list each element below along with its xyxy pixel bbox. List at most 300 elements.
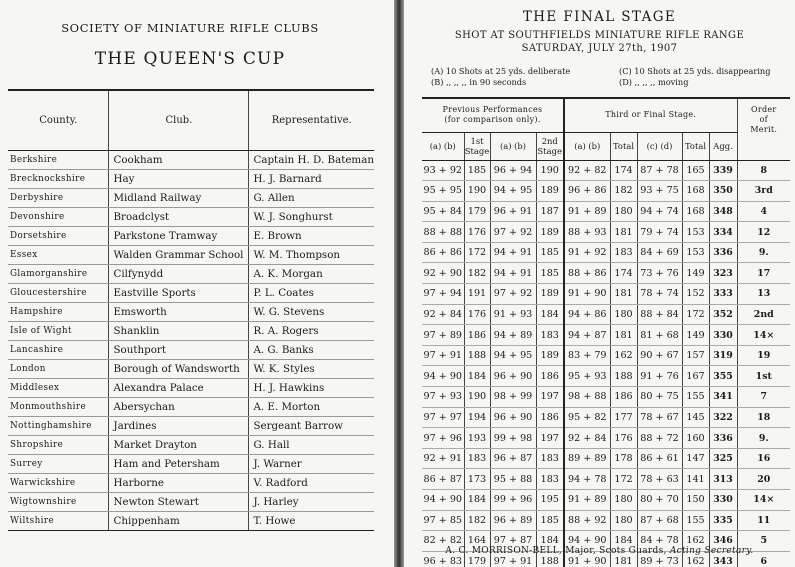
total-ab-cell: 174 bbox=[610, 160, 637, 181]
cd-final-cell: 93 + 75 bbox=[637, 181, 682, 202]
county-cell: Brecknockshire bbox=[8, 169, 109, 188]
first-stage-cell: 188 bbox=[464, 345, 490, 366]
representative-header: Representative. bbox=[249, 90, 374, 150]
ab-final-cell: 95 + 82 bbox=[564, 407, 610, 428]
scores-group-header-row bbox=[422, 98, 790, 132]
total-cd-cell: 147 bbox=[682, 448, 709, 469]
second-stage-cell: 190 bbox=[536, 160, 564, 181]
total-ab-cell: 181 bbox=[610, 222, 637, 243]
representative-row bbox=[8, 188, 374, 207]
representative-cell: P. L. Coates bbox=[249, 283, 374, 302]
cd-final-cell: 79 + 74 bbox=[637, 222, 682, 243]
ab-previous-2-cell: 97 + 92 bbox=[490, 222, 536, 243]
cd-final-cell: 78 + 74 bbox=[637, 284, 682, 305]
total-cd-cell: 165 bbox=[682, 160, 709, 181]
second-stage-cell: 189 bbox=[536, 345, 564, 366]
second-stage-cell: 185 bbox=[536, 510, 564, 531]
order-of-merit-cell: 9. bbox=[737, 242, 790, 263]
left-page bbox=[0, 0, 394, 567]
ab-previous-1-cell: 92 + 90 bbox=[422, 263, 464, 284]
representative-row bbox=[8, 169, 374, 188]
ab-previous-1-cell: 94 + 90 bbox=[422, 490, 464, 511]
total-cd-cell: 172 bbox=[682, 304, 709, 325]
second-stage-cell: 189 bbox=[536, 222, 564, 243]
score-row bbox=[422, 469, 790, 490]
representative-cell: W. J. Songhurst bbox=[249, 207, 374, 226]
club-cell: Southport bbox=[109, 340, 249, 359]
county-cell: Derbyshire bbox=[8, 188, 109, 207]
aggregate-cell: 330 bbox=[709, 325, 737, 346]
aggregate-cell: 335 bbox=[709, 510, 737, 531]
aggregate-cell: 336 bbox=[709, 242, 737, 263]
ab-previous-2-cell: 97 + 91 bbox=[490, 551, 536, 567]
first-stage-cell: 164 bbox=[464, 531, 490, 552]
county-cell: Essex bbox=[8, 245, 109, 264]
representative-cell: E. Brown bbox=[249, 226, 374, 245]
ab-final-cell: 91 + 92 bbox=[564, 242, 610, 263]
second-stage-cell: 197 bbox=[536, 387, 564, 408]
total-cd-cell: 152 bbox=[682, 284, 709, 305]
aggregate-cell: 343 bbox=[709, 551, 737, 567]
total-ab-cell: 180 bbox=[610, 201, 637, 222]
representative-row bbox=[8, 398, 374, 417]
representative-row bbox=[8, 340, 374, 359]
second-stage-cell: 183 bbox=[536, 325, 564, 346]
cd-final-cell: 87 + 68 bbox=[637, 510, 682, 531]
order-of-merit-cell: 4 bbox=[737, 201, 790, 222]
representative-row bbox=[8, 150, 374, 169]
total-cd-cell: 149 bbox=[682, 325, 709, 346]
cd-final-header: (c) (d) bbox=[637, 132, 682, 160]
first-stage-cell: 190 bbox=[464, 387, 490, 408]
total-cd-cell: 162 bbox=[682, 551, 709, 567]
secretary-role: Acting Secretary. bbox=[669, 546, 754, 556]
legend-a: (A) 10 Shots at 25 yds. deliberate bbox=[431, 66, 571, 76]
right-page bbox=[404, 0, 795, 567]
total-cd-cell: 149 bbox=[682, 263, 709, 284]
first-stage-cell: 190 bbox=[464, 181, 490, 202]
ab-final-cell: 98 + 88 bbox=[564, 387, 610, 408]
aggregate-cell: 336 bbox=[709, 428, 737, 449]
aggregate-cell: 330 bbox=[709, 490, 737, 511]
ab-previous-2-cell: 96 + 91 bbox=[490, 201, 536, 222]
ab-final-cell: 91 + 90 bbox=[564, 284, 610, 305]
order-of-merit-cell: 16 bbox=[737, 448, 790, 469]
ab-previous-2-cell: 96 + 90 bbox=[490, 407, 536, 428]
county-cell: Monmouthshire bbox=[8, 398, 109, 417]
ab-previous-2-cell: 94 + 91 bbox=[490, 242, 536, 263]
legend-b: (B) ,, ,, ,, in 90 seconds bbox=[431, 76, 527, 87]
ab-previous-1-cell: 92 + 91 bbox=[422, 448, 464, 469]
ab-previous-2-header: (a) (b) bbox=[490, 132, 536, 160]
score-row bbox=[422, 325, 790, 346]
order-of-merit-cell: 8 bbox=[737, 160, 790, 181]
ab-previous-2-cell: 95 + 88 bbox=[490, 469, 536, 490]
total-cd-cell: 168 bbox=[682, 201, 709, 222]
club-header: Club. bbox=[109, 90, 249, 150]
ab-final-cell: 95 + 93 bbox=[564, 366, 610, 387]
shot-legend bbox=[431, 66, 791, 87]
total-cd-cell: 168 bbox=[682, 181, 709, 202]
ab-final-cell: 94 + 90 bbox=[564, 531, 610, 552]
club-cell: Harborne bbox=[109, 474, 249, 493]
ab-previous-1-cell: 92 + 84 bbox=[422, 304, 464, 325]
representative-row bbox=[8, 302, 374, 321]
first-stage-cell: 185 bbox=[464, 160, 490, 181]
total-cd-cell: 141 bbox=[682, 469, 709, 490]
second-stage-cell: 186 bbox=[536, 407, 564, 428]
ab-previous-1-cell: 93 + 92 bbox=[422, 160, 464, 181]
legend-d: (D) ,, ,, ,, moving bbox=[619, 76, 689, 87]
ab-previous-1-cell: 97 + 96 bbox=[422, 428, 464, 449]
aggregate-cell: 346 bbox=[709, 531, 737, 552]
first-stage-cell: 179 bbox=[464, 551, 490, 567]
representative-row bbox=[8, 321, 374, 340]
first-stage-cell: 191 bbox=[464, 284, 490, 305]
ab-previous-2-cell: 94 + 95 bbox=[490, 181, 536, 202]
cd-final-cell: 89 + 73 bbox=[637, 551, 682, 567]
club-cell: Walden Grammar School bbox=[109, 245, 249, 264]
representative-row bbox=[8, 226, 374, 245]
county-cell: Shropshire bbox=[8, 436, 109, 455]
score-row bbox=[422, 428, 790, 449]
total-cd-cell: 155 bbox=[682, 510, 709, 531]
first-stage-cell: 176 bbox=[464, 304, 490, 325]
cd-final-cell: 81 + 68 bbox=[637, 325, 682, 346]
representative-row bbox=[8, 245, 374, 264]
club-cell: Hay bbox=[109, 169, 249, 188]
representative-cell: V. Radford bbox=[249, 474, 374, 493]
first-stage-cell: 176 bbox=[464, 222, 490, 243]
total-ab-cell: 180 bbox=[610, 304, 637, 325]
second-stage-cell: 195 bbox=[536, 490, 564, 511]
order-of-merit-cell: 9. bbox=[737, 428, 790, 449]
order-of-merit-cell: 3rd bbox=[737, 181, 790, 202]
order-of-merit-cell: 1st bbox=[737, 366, 790, 387]
total-cd-cell: 155 bbox=[682, 387, 709, 408]
ab-final-cell: 94 + 87 bbox=[564, 325, 610, 346]
first-stage-cell: 172 bbox=[464, 242, 490, 263]
aggregate-cell: 334 bbox=[709, 222, 737, 243]
cd-final-cell: 80 + 75 bbox=[637, 387, 682, 408]
club-cell: Cilfynydd bbox=[109, 264, 249, 283]
second-stage-cell: 185 bbox=[536, 263, 564, 284]
total-ab-cell: 184 bbox=[610, 531, 637, 552]
county-header: County. bbox=[8, 90, 109, 150]
ab-previous-1-cell: 94 + 90 bbox=[422, 366, 464, 387]
score-row bbox=[422, 242, 790, 263]
total-cd-cell: 153 bbox=[682, 222, 709, 243]
aggregate-cell: 322 bbox=[709, 407, 737, 428]
ab-previous-2-cell: 96 + 89 bbox=[490, 510, 536, 531]
total-cd-cell: 160 bbox=[682, 428, 709, 449]
aggregate-cell: 341 bbox=[709, 387, 737, 408]
ab-previous-2-cell: 96 + 90 bbox=[490, 366, 536, 387]
county-cell: Dorsetshire bbox=[8, 226, 109, 245]
county-cell: Isle of Wight bbox=[8, 321, 109, 340]
first-stage-cell: 186 bbox=[464, 325, 490, 346]
club-cell: Eastville Sports bbox=[109, 283, 249, 302]
aggregate-cell: 325 bbox=[709, 448, 737, 469]
representative-cell: A. E. Morton bbox=[249, 398, 374, 417]
representatives-header-row bbox=[8, 90, 374, 150]
aggregate-cell: 333 bbox=[709, 284, 737, 305]
ab-final-cell: 88 + 86 bbox=[564, 263, 610, 284]
order-of-merit-cell: 5 bbox=[737, 531, 790, 552]
representative-row bbox=[8, 417, 374, 436]
representative-row bbox=[8, 379, 374, 398]
representative-row bbox=[8, 512, 374, 531]
first-stage-cell: 179 bbox=[464, 201, 490, 222]
ab-previous-1-cell: 97 + 93 bbox=[422, 387, 464, 408]
order-of-merit-header: Order of Merit. bbox=[737, 98, 790, 160]
ab-final-cell: 92 + 82 bbox=[564, 160, 610, 181]
cd-final-cell: 78 + 63 bbox=[637, 469, 682, 490]
ab-final-cell: 83 + 79 bbox=[564, 345, 610, 366]
county-cell: Berkshire bbox=[8, 150, 109, 169]
scores-table bbox=[422, 97, 790, 567]
total-ab-cell: 172 bbox=[610, 469, 637, 490]
second-stage-cell: 189 bbox=[536, 181, 564, 202]
ab-previous-2-cell: 94 + 95 bbox=[490, 345, 536, 366]
ab-final-cell: 89 + 89 bbox=[564, 448, 610, 469]
scores-column-header-row bbox=[422, 132, 790, 160]
order-of-merit-cell: 6 bbox=[737, 551, 790, 567]
representative-row bbox=[8, 207, 374, 226]
order-of-merit-cell: 7 bbox=[737, 387, 790, 408]
order-of-merit-cell: 14× bbox=[737, 490, 790, 511]
ab-previous-1-cell: 97 + 85 bbox=[422, 510, 464, 531]
representative-row bbox=[8, 283, 374, 302]
representative-cell: A. K. Morgan bbox=[249, 264, 374, 283]
first-stage-cell: 173 bbox=[464, 469, 490, 490]
cd-final-cell: 80 + 70 bbox=[637, 490, 682, 511]
county-cell: Gloucestershire bbox=[8, 283, 109, 302]
second-stage-cell: 188 bbox=[536, 551, 564, 567]
representative-cell: T. Howe bbox=[249, 512, 374, 531]
total-ab-cell: 176 bbox=[610, 428, 637, 449]
representative-cell: W. K. Styles bbox=[249, 360, 374, 379]
ab-previous-2-cell: 99 + 96 bbox=[490, 490, 536, 511]
representative-row bbox=[8, 455, 374, 474]
total-ab-cell: 183 bbox=[610, 242, 637, 263]
ab-previous-1-cell: 97 + 91 bbox=[422, 345, 464, 366]
county-cell: Devonshire bbox=[8, 207, 109, 226]
representative-row bbox=[8, 493, 374, 512]
total-ab-cell: 182 bbox=[610, 181, 637, 202]
order-of-merit-cell: 17 bbox=[737, 263, 790, 284]
score-row bbox=[422, 510, 790, 531]
cd-final-cell: 78 + 67 bbox=[637, 407, 682, 428]
cd-final-cell: 86 + 61 bbox=[637, 448, 682, 469]
representative-cell: G. Hall bbox=[249, 436, 374, 455]
total-ab-cell: 178 bbox=[610, 448, 637, 469]
representative-cell: R. A. Rogers bbox=[249, 321, 374, 340]
score-row bbox=[422, 263, 790, 284]
score-row bbox=[422, 160, 790, 181]
score-row bbox=[422, 407, 790, 428]
cd-final-cell: 91 + 76 bbox=[637, 366, 682, 387]
club-cell: Broadclyst bbox=[109, 207, 249, 226]
ab-previous-1-cell: 97 + 94 bbox=[422, 284, 464, 305]
total-cd-cell: 167 bbox=[682, 366, 709, 387]
ab-previous-2-cell: 96 + 94 bbox=[490, 160, 536, 181]
representative-cell: H. J. Hawkins bbox=[249, 379, 374, 398]
ab-previous-2-cell: 97 + 92 bbox=[490, 284, 536, 305]
total-cd-header: Total bbox=[682, 132, 709, 160]
cd-final-cell: 73 + 76 bbox=[637, 263, 682, 284]
cd-final-cell: 94 + 74 bbox=[637, 201, 682, 222]
total-ab-cell: 177 bbox=[610, 407, 637, 428]
ab-final-cell: 91 + 89 bbox=[564, 490, 610, 511]
ab-previous-1-cell: 86 + 87 bbox=[422, 469, 464, 490]
ab-final-cell: 88 + 92 bbox=[564, 510, 610, 531]
order-of-merit-cell: 2nd bbox=[737, 304, 790, 325]
secretary-name: A. C. MORRISON-BELL, Major, Scots Guards, bbox=[445, 546, 667, 556]
ab-previous-2-cell: 98 + 99 bbox=[490, 387, 536, 408]
final-stage-title: THE FINAL STAGE bbox=[522, 9, 677, 25]
score-row bbox=[422, 448, 790, 469]
ab-previous-2-cell: 99 + 98 bbox=[490, 428, 536, 449]
county-cell: Hampshire bbox=[8, 302, 109, 321]
first-stage-cell: 182 bbox=[464, 510, 490, 531]
score-row bbox=[422, 201, 790, 222]
cd-final-cell: 88 + 84 bbox=[637, 304, 682, 325]
score-row bbox=[422, 387, 790, 408]
first-stage-cell: 193 bbox=[464, 428, 490, 449]
club-cell: Ham and Petersham bbox=[109, 455, 249, 474]
first-stage-cell: 184 bbox=[464, 490, 490, 511]
cd-final-cell: 84 + 69 bbox=[637, 242, 682, 263]
representative-row bbox=[8, 436, 374, 455]
county-cell: Surrey bbox=[8, 455, 109, 474]
second-stage-cell: 184 bbox=[536, 531, 564, 552]
aggregate-cell: 319 bbox=[709, 345, 737, 366]
aggregate-cell: 350 bbox=[709, 181, 737, 202]
representative-row bbox=[8, 360, 374, 379]
ab-final-cell: 94 + 86 bbox=[564, 304, 610, 325]
score-row bbox=[422, 222, 790, 243]
second-stage-cell: 185 bbox=[536, 242, 564, 263]
club-cell: Parkstone Tramway bbox=[109, 226, 249, 245]
ab-previous-2-cell: 91 + 93 bbox=[490, 304, 536, 325]
total-ab-cell: 188 bbox=[610, 366, 637, 387]
first-stage-cell: 184 bbox=[464, 366, 490, 387]
ab-final-cell: 91 + 89 bbox=[564, 201, 610, 222]
second-stage-header: 2nd Stage bbox=[536, 132, 564, 160]
ab-final-cell: 88 + 93 bbox=[564, 222, 610, 243]
club-cell: Jardines bbox=[109, 417, 249, 436]
order-of-merit-cell: 14× bbox=[737, 325, 790, 346]
club-cell: Market Drayton bbox=[109, 436, 249, 455]
ab-previous-1-cell: 82 + 82 bbox=[422, 531, 464, 552]
first-stage-cell: 182 bbox=[464, 263, 490, 284]
aggregate-cell: 323 bbox=[709, 263, 737, 284]
second-stage-cell: 184 bbox=[536, 304, 564, 325]
representative-row bbox=[8, 474, 374, 493]
ab-previous-1-cell: 88 + 88 bbox=[422, 222, 464, 243]
ab-previous-1-cell: 95 + 84 bbox=[422, 201, 464, 222]
representative-cell: H. J. Barnard bbox=[249, 169, 374, 188]
date-line: SATURDAY, JULY 27th, 1907 bbox=[521, 43, 678, 54]
ab-final-header: (a) (b) bbox=[564, 132, 610, 160]
total-ab-cell: 181 bbox=[610, 284, 637, 305]
total-cd-cell: 153 bbox=[682, 242, 709, 263]
representative-cell: G. Allen bbox=[249, 188, 374, 207]
legend-c: (C) 10 Shots at 25 yds. disappearing bbox=[619, 66, 771, 76]
county-cell: London bbox=[8, 360, 109, 379]
county-cell: Wiltshire bbox=[8, 512, 109, 531]
ab-previous-1-cell: 86 + 86 bbox=[422, 242, 464, 263]
ab-previous-2-cell: 94 + 89 bbox=[490, 325, 536, 346]
ab-final-cell: 94 + 78 bbox=[564, 469, 610, 490]
score-row bbox=[422, 181, 790, 202]
order-of-merit-cell: 18 bbox=[737, 407, 790, 428]
county-cell: Warwickshire bbox=[8, 474, 109, 493]
total-ab-cell: 180 bbox=[610, 490, 637, 511]
county-cell: Middlesex bbox=[8, 379, 109, 398]
representatives-table bbox=[8, 89, 374, 531]
score-row bbox=[422, 284, 790, 305]
total-cd-cell: 150 bbox=[682, 490, 709, 511]
second-stage-cell: 186 bbox=[536, 366, 564, 387]
score-row bbox=[422, 345, 790, 366]
order-of-merit-cell: 20 bbox=[737, 469, 790, 490]
club-cell: Borough of Wandsworth bbox=[109, 360, 249, 379]
county-cell: Glamorganshire bbox=[8, 264, 109, 283]
second-stage-cell: 189 bbox=[536, 284, 564, 305]
cd-final-cell: 88 + 72 bbox=[637, 428, 682, 449]
club-cell: Cookham bbox=[109, 150, 249, 169]
ab-previous-1-cell: 96 + 83 bbox=[422, 551, 464, 567]
previous-performances-header: Previous Performances (for comparison only). bbox=[422, 98, 564, 132]
score-row bbox=[422, 366, 790, 387]
total-ab-cell: 186 bbox=[610, 387, 637, 408]
order-of-merit-cell: 19 bbox=[737, 345, 790, 366]
representative-cell: Captain H. D. Bateman bbox=[249, 150, 374, 169]
total-cd-cell: 157 bbox=[682, 345, 709, 366]
order-of-merit-cell: 11 bbox=[737, 510, 790, 531]
total-ab-cell: 174 bbox=[610, 263, 637, 284]
club-cell: Midland Railway bbox=[109, 188, 249, 207]
club-cell: Newton Stewart bbox=[109, 493, 249, 512]
second-stage-cell: 197 bbox=[536, 428, 564, 449]
cd-final-cell: 90 + 67 bbox=[637, 345, 682, 366]
society-title: SOCIETY OF MINIATURE RIFLE CLUBS bbox=[61, 21, 319, 35]
aggregate-cell: 313 bbox=[709, 469, 737, 490]
total-ab-cell: 162 bbox=[610, 345, 637, 366]
book-gutter bbox=[394, 0, 404, 567]
aggregate-header: Agg. bbox=[709, 132, 737, 160]
score-row bbox=[422, 304, 790, 325]
total-ab-cell: 180 bbox=[610, 510, 637, 531]
representative-cell: A. G. Banks bbox=[249, 340, 374, 359]
first-stage-header: 1st Stage bbox=[464, 132, 490, 160]
second-stage-cell: 187 bbox=[536, 201, 564, 222]
secretary-signature bbox=[404, 546, 795, 556]
club-cell: Alexandra Palace bbox=[109, 379, 249, 398]
second-stage-cell: 183 bbox=[536, 469, 564, 490]
ab-previous-1-cell: 95 + 95 bbox=[422, 181, 464, 202]
total-cd-cell: 162 bbox=[682, 531, 709, 552]
representative-cell: W. M. Thompson bbox=[249, 245, 374, 264]
representative-cell: J. Warner bbox=[249, 455, 374, 474]
cup-title: THE QUEEN'S CUP bbox=[94, 49, 286, 69]
order-of-merit-cell: 12 bbox=[737, 222, 790, 243]
county-cell: Wigtownshire bbox=[8, 493, 109, 512]
aggregate-cell: 352 bbox=[709, 304, 737, 325]
club-cell: Chippenham bbox=[109, 512, 249, 531]
